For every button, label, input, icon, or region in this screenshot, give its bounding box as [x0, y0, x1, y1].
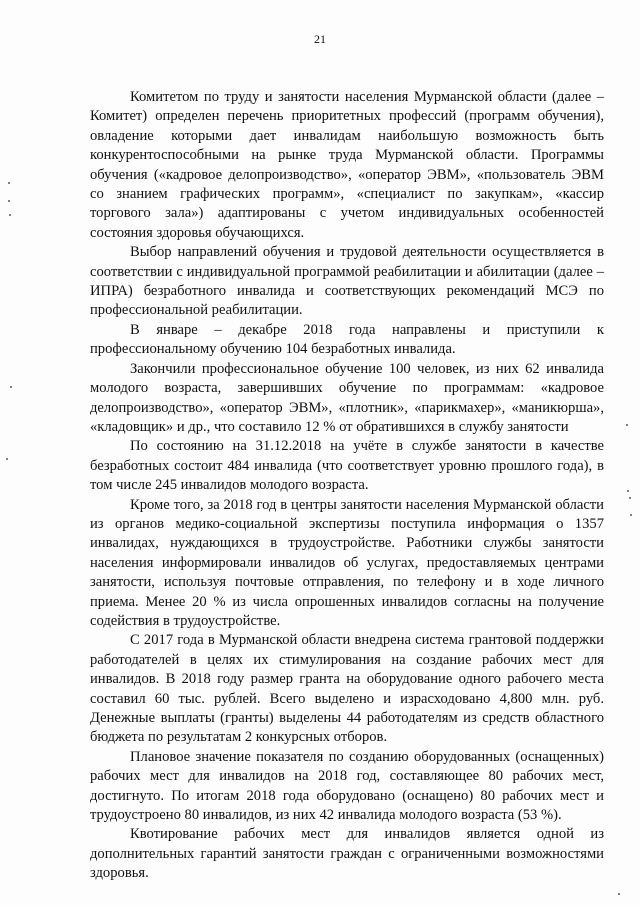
- paragraph-ipra-selection: Выбор направлений обучения и трудовой деятельности осуществляется в соответствии с индивидуальной программой реабилитации и абилитации (далее – ИПРА) безработного инвалида и соответствующих рекомендаций МСЭ по профессиональной реабилитации.: [90, 244, 604, 319]
- scan-speck: [8, 182, 10, 184]
- paragraph-grant-support: С 2017 года в Мурманской области внедрена система грантовой поддержки работодателей в целях их стимулирования на создание рабочих мест для инвалидов. В 2018 году размер гранта на оборудование одного рабочего места составил 60 тыс. рублей. Всего выделено и израсходовано 4,800 млн. руб. Денежные выплаты (гранты) выделены 44 работодателям из средств областного бюджета по результатам 2 конкурсных отборов.: [90, 632, 604, 746]
- paragraph-unemployed-registered: По состоянию на 31.12.2018 на учёте в службе занятости в качестве безработных состоит 484 инвалида (что соответствует уровню прошлого года), в том числе 245 инвалидов молодого возраста.: [90, 438, 604, 494]
- scan-speck: [8, 200, 10, 202]
- paragraph-workplaces-target: Плановое значение показателя по созданию оборудованных (оснащенных) рабочих мест для инвалидов на 2018 год, составляющее 80 рабочих мест, достигнуто. По итогам 2018 года оборудовано (оснащено) 80 рабочих мест и трудоустроено 80 инвалидов, из них 42 инвалида молодого возраста (53 %).: [90, 748, 604, 824]
- scan-speck: [6, 458, 8, 460]
- paragraph-mse-information: Кроме того, за 2018 год в центры занятости населения Мурманской области из органов медико-социальной экспертизы поступила информация о 1357 инвалидах, нуждающихся в трудоустройстве. Работники службы занятости населения информировали инвалидов об услугах, предоставляемых центрами занятости, используя почтовые отправления, по телефону и в ходе личного приема. Менее 20 % из числа опрошенных инвалидов согласны на получение содействия в трудоустройстве.: [90, 496, 604, 629]
- paragraph-training-started: В январе – декабре 2018 года направлены и приступили к профессиональному обучению 104 безработных инвалида.: [90, 321, 604, 358]
- scan-speck: [629, 497, 631, 499]
- scan-speck: [627, 490, 629, 492]
- scan-speck: [626, 424, 628, 426]
- scan-speck: [630, 514, 632, 516]
- paragraph-training-completed: Закончили профессиональное обучение 100 человек, из них 62 инвалида молодого возраста, завершивших обучение по программам: «кадровое делопроизводство», «оператор ЭВМ», «плотник», «парикмахер», «маникюрша», «кладовщик» и др., что составило 12 % от обратившихся в службу занятости: [90, 360, 604, 435]
- scan-speck: [10, 386, 12, 388]
- scan-speck: [9, 214, 11, 216]
- paragraph-priority-professions: Комитетом по труду и занятости населения Мурманской области (далее – Комитет) определен перечень приоритетных профессий (программ обучения), овладение которыми дает инвалидам наибольшую возможность быть конкурентоспособными на рынке труда Мурманской области. Программы обучения («кадровое делопроизводство», «оператор ЭВМ», «пользователь ЭВМ со знанием графических программ», «специалист по закупкам», «кассир торгового зала») адаптированы с учетом индивидуальных особенностей состояния здоровья обучающихся.: [90, 89, 604, 241]
- scan-speck: [618, 893, 620, 895]
- paragraph-quota: Квотирование рабочих мест для инвалидов является одной из дополнительных гарантий занятости граждан с ограниченными возможностями здоровья.: [90, 826, 604, 882]
- page-number: 21: [314, 32, 326, 46]
- document-body: [90, 88, 604, 884]
